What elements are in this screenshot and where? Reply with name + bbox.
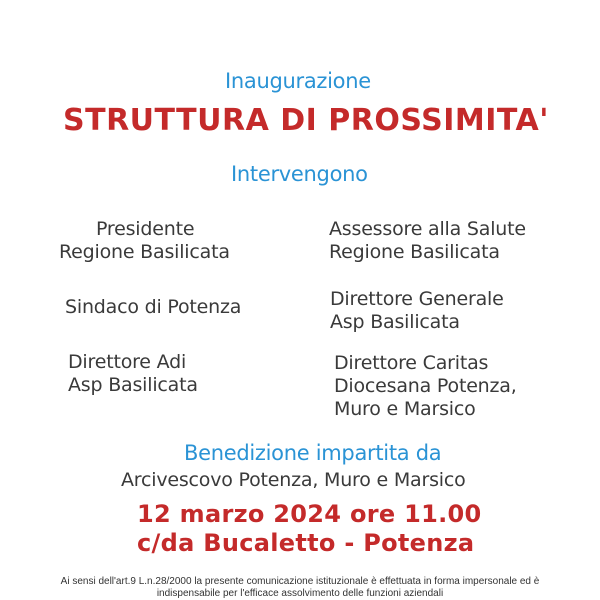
speaker-assessore-salute [329,218,526,264]
speaker-role: Sindaco di Potenza [65,296,242,318]
speakers-heading: Intervengono [231,162,368,186]
event-location: c/da Bucaletto - Potenza [137,529,475,557]
speaker-role: Presidente [96,218,195,240]
speaker-direttore-adi [68,351,198,397]
legal-notice: Ai sensi dell'art.9 L.n.28/2000 la presente comunicazione istituzionale è effettuata in forma impersonale ed è indispensabile per l'efficace assolvimento delle funzioni aziendali [60,576,540,599]
speaker-role: Direttore Adi [68,351,187,373]
speaker-role: Assessore alla Salute [329,218,526,240]
blessing-heading: Benedizione impartita da [184,441,442,465]
speaker-org: Diocesana Potenza, [334,375,517,397]
speaker-org: Asp Basilicata [330,311,460,333]
speaker-org: Asp Basilicata [68,374,198,396]
speaker-org: Regione Basilicata [59,241,230,263]
page-title: STRUTTURA DI PROSSIMITA' [63,103,549,138]
blessing-by: Arcivescovo Potenza, Muro e Marsico [121,469,466,491]
speaker-role: Direttore Caritas [334,352,489,374]
event-kicker: Inaugurazione [225,69,371,93]
speaker-sindaco [65,296,241,319]
event-datetime: 12 marzo 2024 ore 11.00 [137,500,482,528]
speaker-direttore-caritas [334,352,517,421]
speaker-org: Regione Basilicata [329,241,500,263]
speaker-presidente-regione [96,218,194,241]
speaker-direttore-generale [330,288,504,334]
speaker-presidente-regione-org [59,241,230,264]
speaker-org-cont: Muro e Marsico [334,398,476,420]
speaker-role: Direttore Generale [330,288,504,310]
